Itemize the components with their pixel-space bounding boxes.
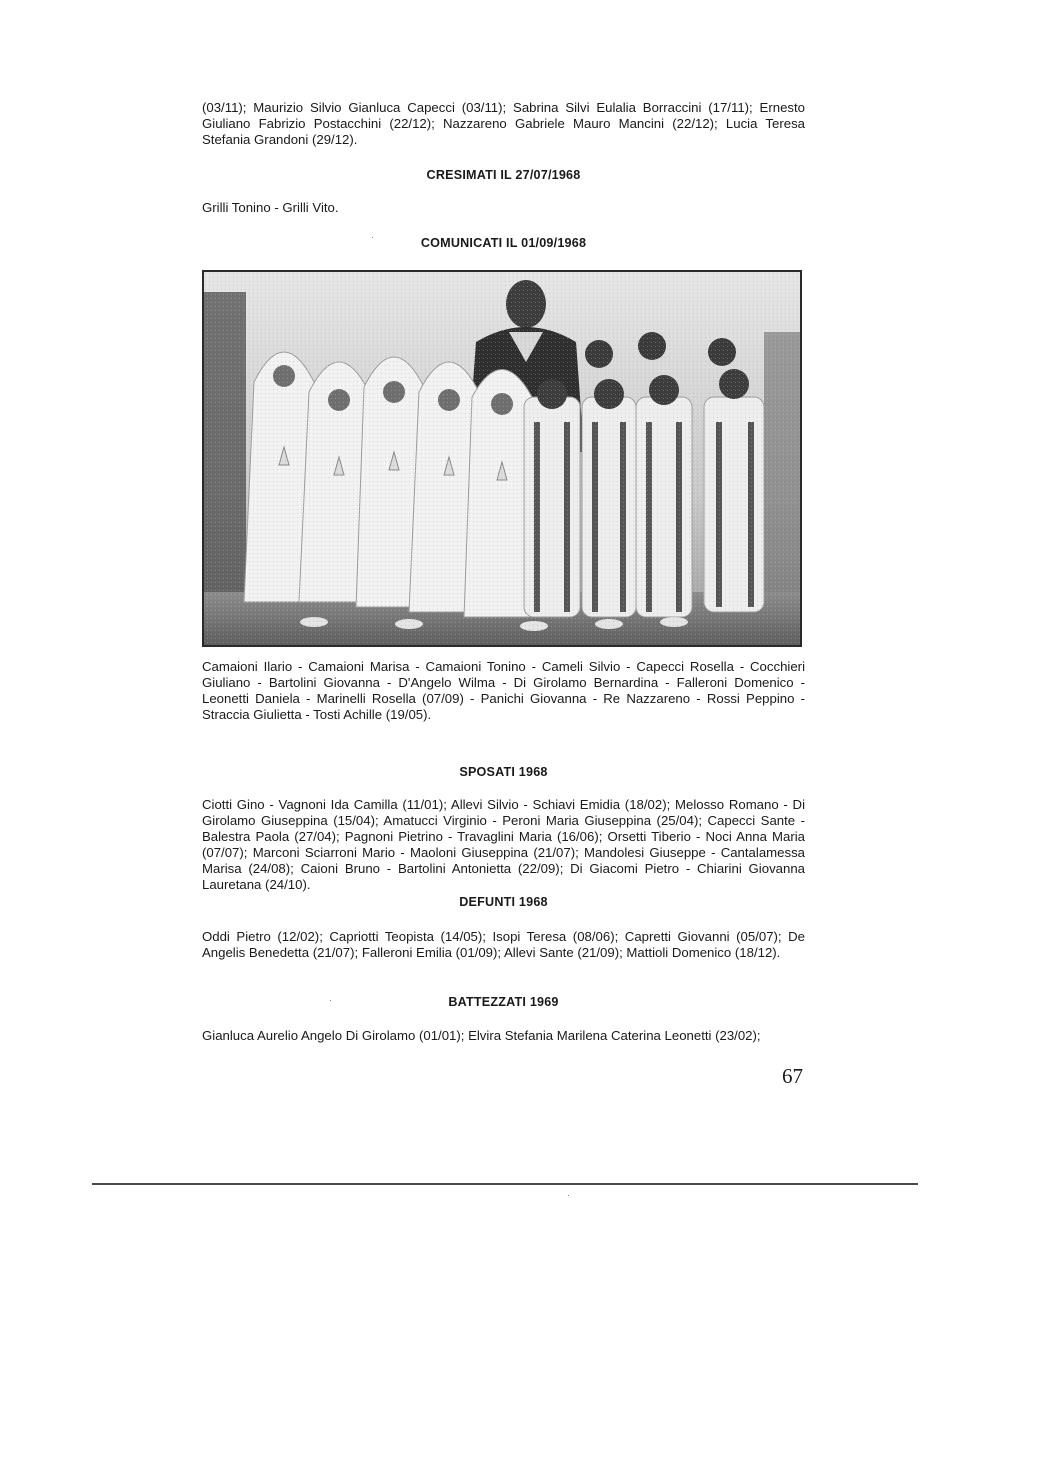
defunti-heading: DEFUNTI 1968 xyxy=(459,895,548,909)
cresimati-heading: CRESIMATI IL 27/07/1968 xyxy=(426,168,581,182)
scan-speck xyxy=(330,1000,331,1001)
scan-speck xyxy=(372,237,373,238)
photo-illustration xyxy=(204,272,800,645)
defunti-text: Oddi Pietro (12/02); Capriotti Teopista (14/05); Isopi Teresa (08/06); Capretti Giovanni (05/07); De Angelis Benedetta (21/07); Falleroni Emilia (01/09); Allevi Sante (21/09); Mattioli Domenico (18/12). xyxy=(202,929,805,960)
group-photo-communion xyxy=(202,270,802,647)
page-number: 67 xyxy=(782,1064,803,1088)
battezzati-text: Gianluca Aurelio Angelo Di Girolamo (01/01); Elvira Stefania Marilena Caterina Leonetti (23/02); xyxy=(202,1028,761,1043)
battezzati-heading: BATTEZZATI 1969 xyxy=(448,995,559,1009)
sposati-heading: SPOSATI 1968 xyxy=(459,765,548,779)
sposati-text: Ciotti Gino - Vagnoni Ida Camilla (11/01); Allevi Silvio - Schiavi Emidia (18/02); Melosso Romano - Di Girolamo Giuseppina (15/04); Amatucci Virginio - Peroni Maria Giuseppina (25/04); Capecci Sante - Balestra Paola (27/04); Pagnoni Pietrino - Travaglini Maria (16/06); Orsetti Tiberio - Noci Anna Maria (07/07); Marconi Sciarroni Mario - Maoloni Giuseppina (21/07); Mandolesi Giuseppe - Cantalamessa Marisa (24/08); Caioni Bruno - Bartolini Antonietta (22/09); Di Giacomi Pietro - Chiarini Giovanna Lauretana (24/10). xyxy=(202,797,805,892)
intro-paragraph: (03/11); Maurizio Silvio Gianluca Capecci (03/11); Sabrina Silvi Eulalia Borraccini (17/11); Ernesto Giuliano Fabrizio Postacchini (22/12); Nazzareno Gabriele Mauro Mancini (22/12); Lucia Teresa Stefania Grandoni (29/12). xyxy=(202,100,805,147)
scan-speck xyxy=(568,1195,569,1196)
cresimati-text: Grilli Tonino - Grilli Vito. xyxy=(202,200,339,215)
comunicati-text: Camaioni Ilario - Camaioni Marisa - Camaioni Tonino - Cameli Silvio - Capecci Rosella - Cocchieri Giuliano - Bartolini Giovanna - D'Angelo Wilma - Di Girolamo Bernardina - Falleroni Domenico - Leonetti Daniela - Marinelli Rosella (07/09) - Panichi Giovanna - Re Nazzareno - Rossi Peppino - Straccia Giulietta - Tosti Achille (19/05). xyxy=(202,659,805,722)
bottom-rule xyxy=(92,1183,918,1185)
comunicati-heading: COMUNICATI IL 01/09/1968 xyxy=(420,236,587,250)
